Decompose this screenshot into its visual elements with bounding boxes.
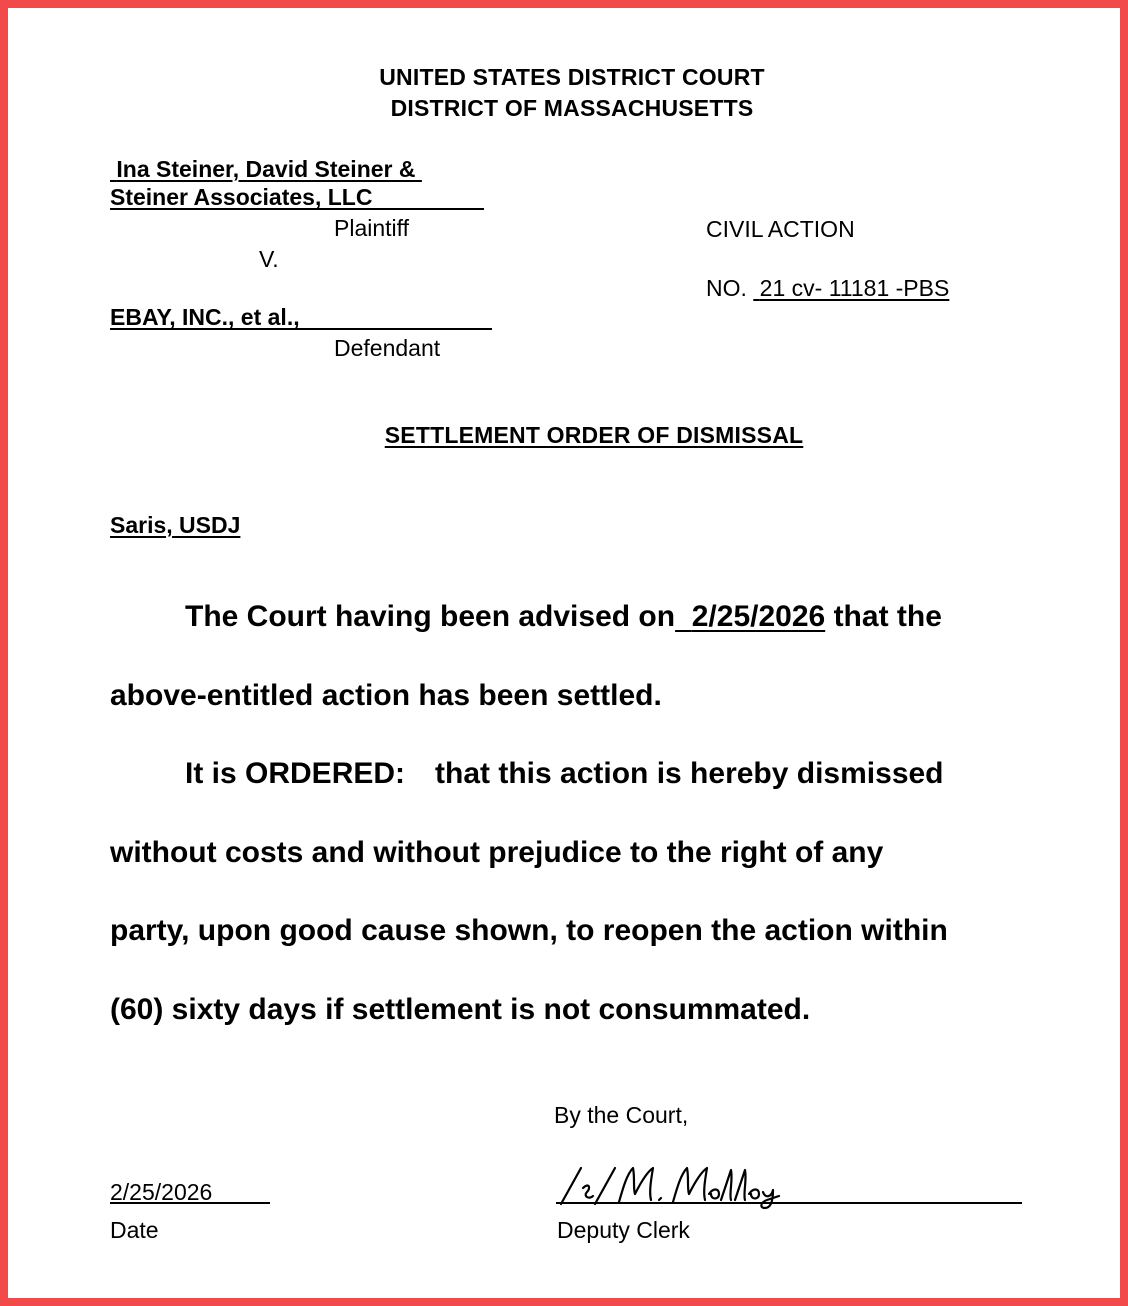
case-number-value: 21 cv- 11181 -PBS bbox=[759, 275, 950, 301]
paragraph-2-line-2: without costs and without prejudice to the right of any bbox=[110, 836, 884, 869]
order-title: SETTLEMENT ORDER OF DISMISSAL bbox=[384, 422, 804, 448]
date-label: Date bbox=[110, 1217, 159, 1243]
signature-line bbox=[556, 1202, 1022, 1204]
by-the-court: By the Court, bbox=[554, 1102, 689, 1128]
date-value: 2/25/2026 bbox=[110, 1179, 213, 1205]
court-district: DISTRICT OF MASSACHUSETTS bbox=[390, 95, 754, 121]
advised-date: 2/25/2026 bbox=[691, 600, 826, 633]
judge-name: Saris, USDJ bbox=[110, 512, 241, 538]
paragraph-1-line-2: above-entitled action has been settled. bbox=[110, 679, 662, 712]
paragraph-1-line-1: The Court having been advised on 2/25/2026 that the bbox=[185, 600, 942, 633]
court-name: UNITED STATES DISTRICT COURT bbox=[379, 64, 765, 90]
paragraph-2-line-4: (60) sixty days if settlement is not consummated. bbox=[110, 993, 811, 1026]
plaintiff-underline bbox=[110, 208, 484, 210]
signer-title: Deputy Clerk bbox=[557, 1217, 690, 1243]
date-underline bbox=[110, 1202, 270, 1204]
plaintiff-label: Plaintiff bbox=[334, 215, 410, 241]
civil-action-label: CIVIL ACTION bbox=[706, 216, 855, 242]
versus-label: V. bbox=[259, 246, 279, 272]
paragraph-2-line-3: party, upon good cause shown, to reopen the action within bbox=[110, 914, 948, 947]
plaintiff-name-line2: Steiner Associates, LLC bbox=[110, 184, 373, 210]
case-number bbox=[706, 275, 949, 302]
defendant-label: Defendant bbox=[334, 335, 441, 361]
plaintiff-name-line1: Ina Steiner, David Steiner & bbox=[116, 156, 416, 182]
defendant-underline bbox=[110, 328, 492, 330]
ordered-label: It is ORDERED: bbox=[185, 757, 406, 790]
case-number-prefix: NO. bbox=[706, 275, 747, 301]
paragraph-2-line-1: It is ORDERED: that this action is hereby dismissed bbox=[185, 757, 944, 790]
defendant-name: EBAY, INC., et al., bbox=[110, 304, 300, 330]
